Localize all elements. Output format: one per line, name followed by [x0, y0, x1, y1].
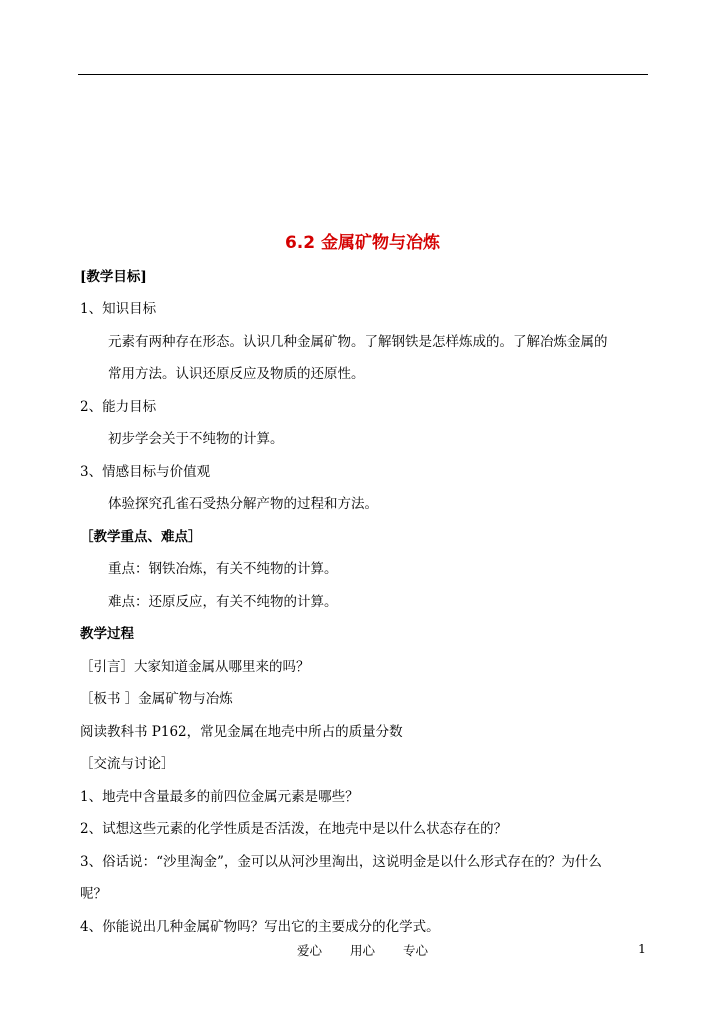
section-heading-process: 教学过程	[80, 626, 134, 642]
footer-text: 爱心	[296, 943, 322, 958]
paragraph-line: 重点：钢铁冶炼，有关不纯物的计算。	[108, 561, 338, 577]
page-number: 1	[638, 941, 646, 956]
objective-knowledge-heading: 1、知识目标	[80, 301, 157, 317]
question-line: 4、你能说出几种金属矿物吗？写出它的主要成分的化学式。	[80, 919, 440, 935]
paragraph-line: ［引言］大家知道金属从哪里来的吗？	[80, 659, 310, 675]
question-line: 1、地壳中含量最多的前四位金属元素是哪些？	[80, 789, 359, 805]
paragraph-line: 阅读教科书 P162，常见金属在地壳中所占的质量分数	[80, 724, 403, 740]
section-heading-objectives: [教学目标]	[80, 269, 147, 285]
question-line: 2、试想这些元素的化学性质是否活泼，在地壳中是以什么状态存在的？	[80, 821, 508, 837]
paragraph-line: 初步学会关于不纯物的计算。	[108, 431, 284, 447]
question-line: 呢？	[80, 886, 107, 902]
paragraph-line: 常用方法。认识还原反应及物质的还原性。	[108, 366, 365, 382]
footer-text: 用心	[349, 943, 375, 958]
objective-emotion-heading: 3、情感目标与价值观	[80, 464, 211, 480]
objective-ability-heading: 2、能力目标	[80, 399, 157, 415]
section-heading-keypoints: ［教学重点、难点］	[80, 529, 202, 545]
question-line: 3、俗话说：“沙里淘金”，金可以从河沙里淘出，这说明金是以什么形式存在的？为什么	[80, 854, 602, 870]
paragraph-line: ［板书 ］金属矿物与冶炼	[80, 691, 233, 707]
header-rule	[78, 74, 648, 75]
footer-text: 专心	[402, 943, 428, 958]
page-title: 6.2 金属矿物与冶炼	[284, 233, 441, 253]
page-footer	[0, 941, 725, 959]
paragraph-line: 体验探究孔雀石受热分解产物的过程和方法。	[108, 496, 378, 512]
paragraph-line: 难点：还原反应，有关不纯物的计算。	[108, 594, 338, 610]
paragraph-line: ［交流与讨论］	[80, 756, 175, 772]
paragraph-line: 元素有两种存在形态。认识几种金属矿物。了解钢铁是怎样炼成的。了解冶炼金属的	[108, 334, 608, 350]
